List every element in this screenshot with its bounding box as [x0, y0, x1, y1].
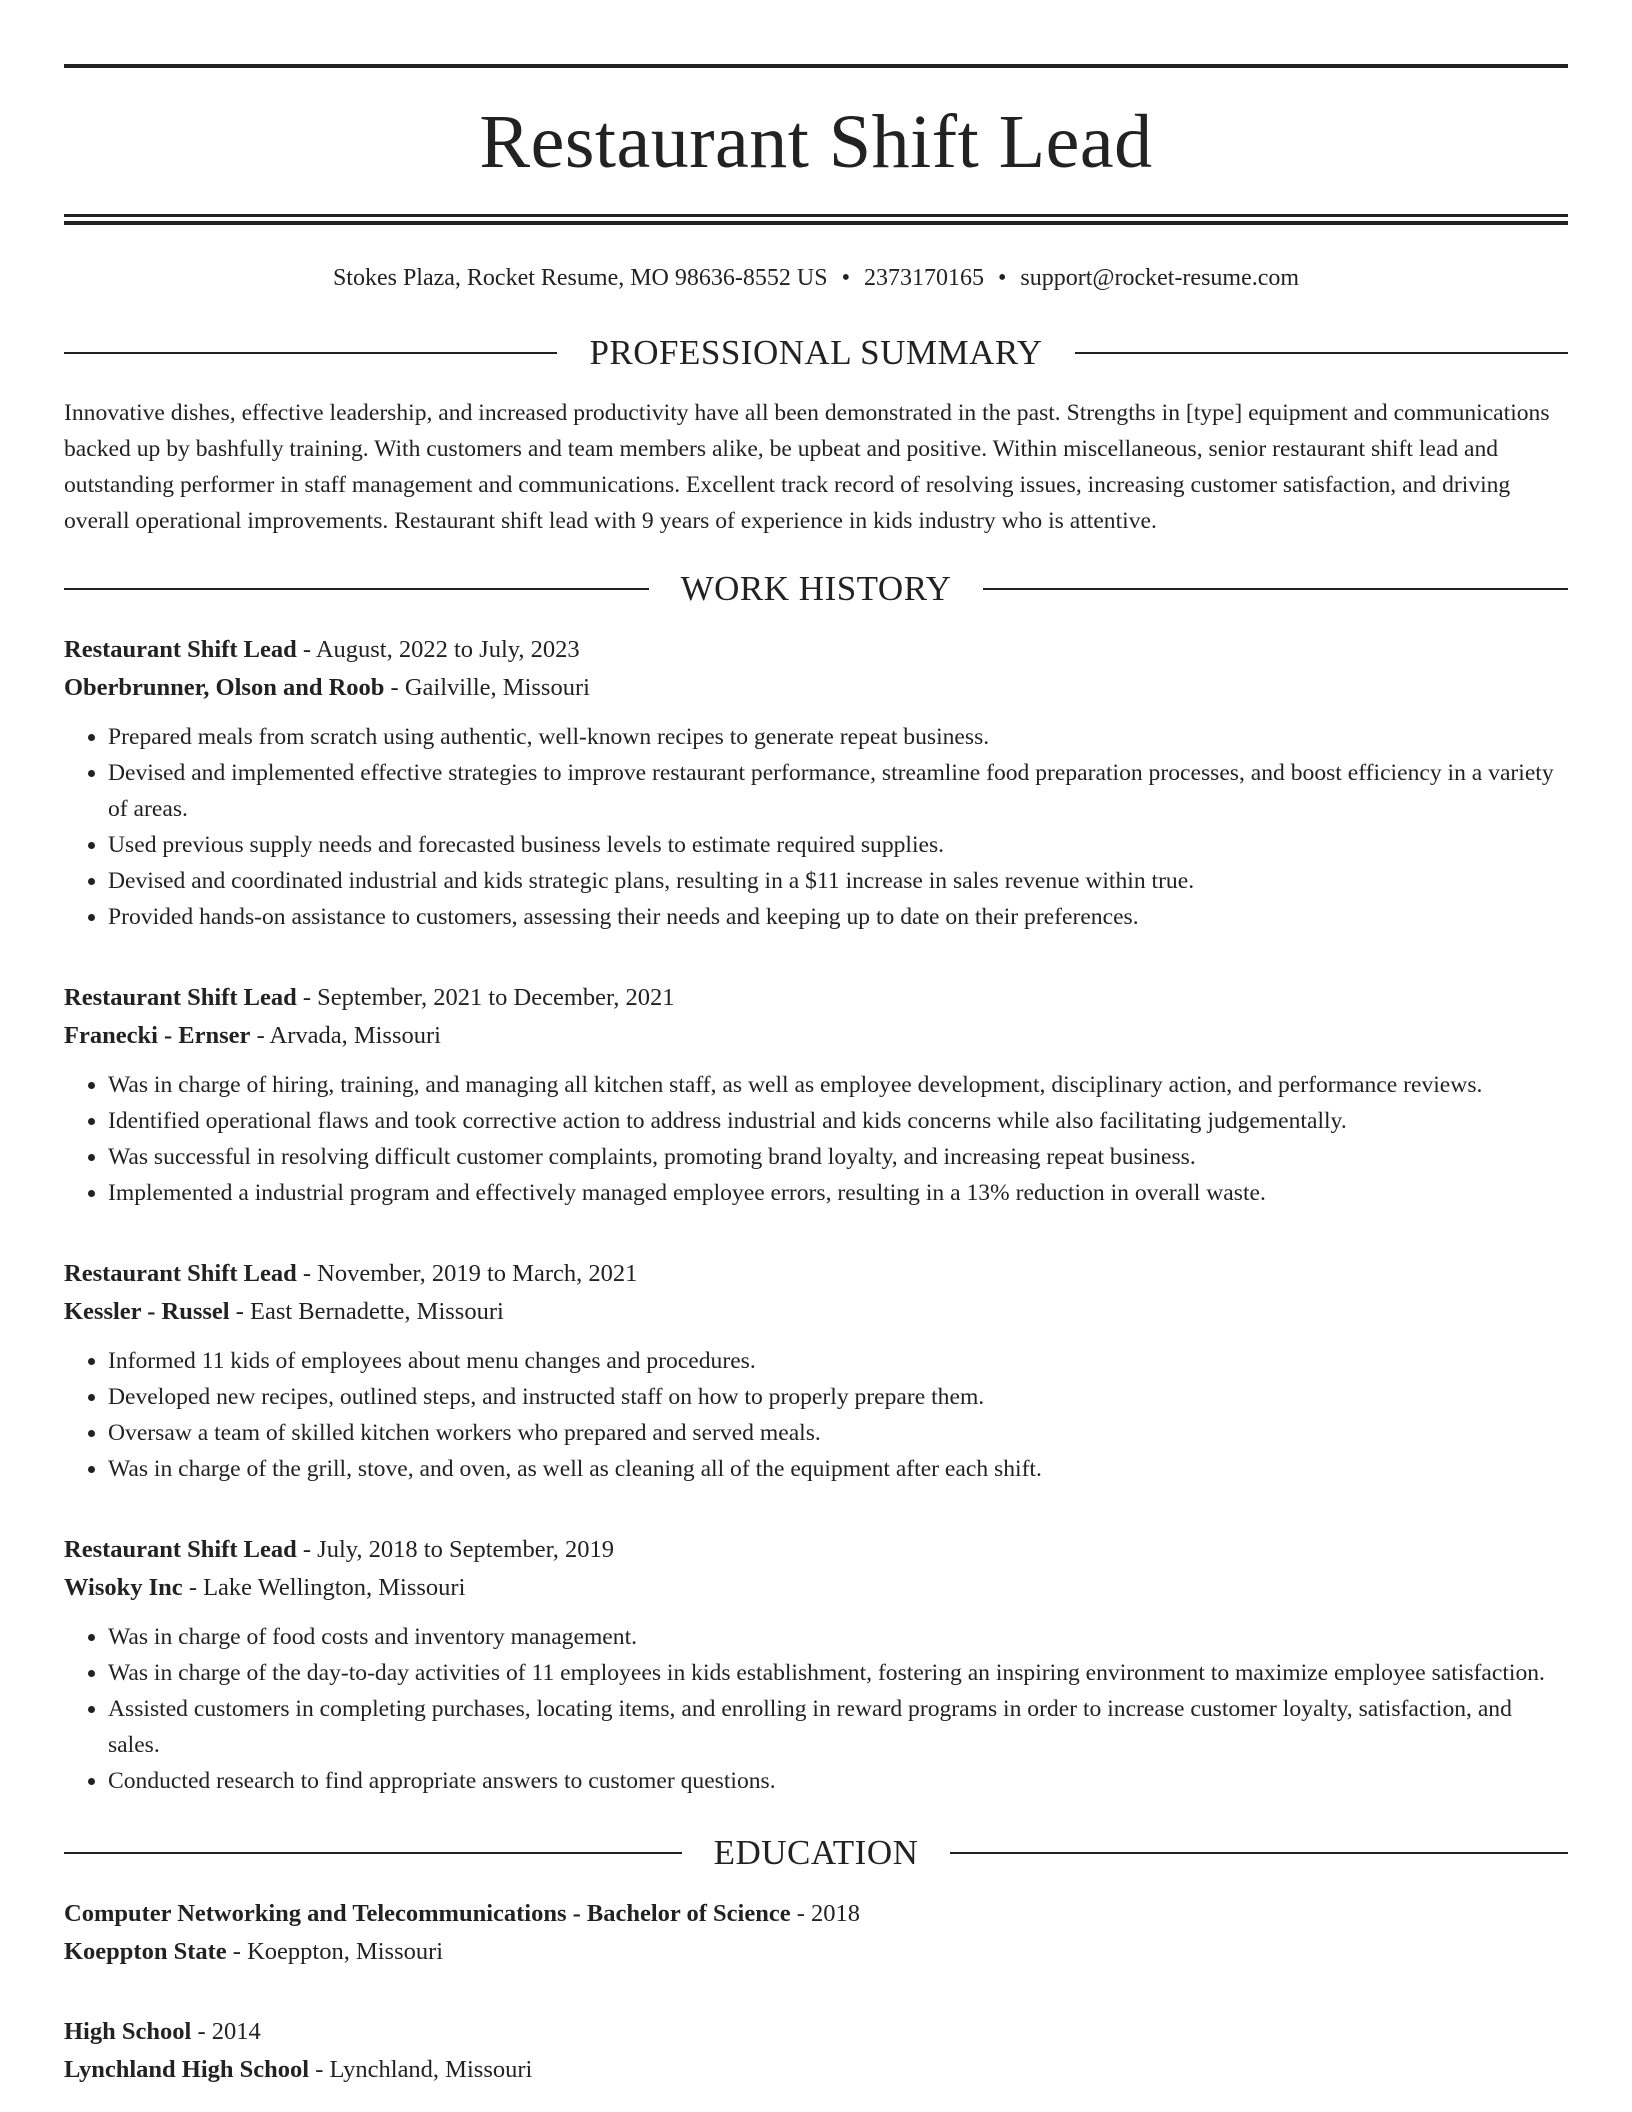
graduation-year: - 2014 — [191, 2018, 261, 2045]
bullet-item: • Provided hands-on assistance to customers, assessing their needs and keeping up to date on their preferences. — [108, 899, 1568, 935]
bullet-item: • Used previous supply needs and forecasted business levels to estimate required supplies. — [108, 827, 1568, 863]
bullet-item: • Was successful in resolving difficult customer complaints, promoting brand loyalty, and increasing repeat business. — [108, 1139, 1568, 1175]
bullet-item: • Prepared meals from scratch using authentic, well-known recipes to generate repeat business. — [108, 719, 1568, 755]
company-name: Oberbrunner, Olson and Roob — [64, 674, 385, 701]
company-location: - Gailville, Missouri — [384, 674, 590, 701]
job-bullets — [64, 1343, 1568, 1487]
contact-line — [64, 263, 1568, 293]
divider — [983, 588, 1568, 590]
top-rule — [64, 64, 1568, 68]
bullet-item: • Implemented a industrial program and effectively managed employee errors, resulting in a 13% reduction in overall waste. — [108, 1175, 1568, 1211]
summary-heading — [64, 333, 1568, 373]
company-name: Wisoky Inc — [64, 1574, 183, 1601]
company-row — [64, 1017, 1568, 1055]
bullet-item: • Identified operational flaws and took corrective action to address industrial and kids concerns while also facilitating judgementally. — [108, 1103, 1568, 1139]
school-location: - Lynchland, Missouri — [309, 2056, 533, 2083]
separator: • — [997, 265, 1007, 291]
section-title: PROFESSIONAL SUMMARY — [589, 333, 1043, 372]
phone: 2373170165 — [863, 265, 984, 291]
company-location: - Lake Wellington, Missouri — [182, 1574, 466, 1601]
bullet-item: • Oversaw a team of skilled kitchen workers who prepared and served meals. — [108, 1415, 1568, 1451]
divider — [64, 352, 557, 354]
education-entry — [64, 1895, 1568, 1971]
separator: • — [841, 265, 850, 291]
divider — [64, 1852, 682, 1854]
bullet-item: • Was in charge of hiring, training, and managing all kitchen staff, as well as employee development, disciplinary action, and performance reviews. — [108, 1067, 1568, 1103]
education-list — [64, 1895, 1568, 2089]
degree-row — [64, 2013, 1568, 2051]
education-entry — [64, 2013, 1568, 2089]
job-dates: - September, 2021 to December, 2021 — [296, 984, 675, 1011]
bullet-item: • Was in charge of the grill, stove, and oven, as well as cleaning all of the equipment after each shift. — [108, 1451, 1568, 1487]
job-bullets — [64, 1067, 1568, 1211]
job-title: Restaurant Shift Lead — [64, 1260, 297, 1287]
job-dates: - August, 2022 to July, 2023 — [296, 636, 580, 663]
school-name: Koeppton State — [64, 1938, 227, 1965]
job-title: Restaurant Shift Lead — [64, 636, 297, 663]
school-location: - Koeppton, Missouri — [226, 1938, 444, 1965]
bullet-item: • Assisted customers in completing purchases, locating items, and enrolling in reward programs in order to increase customer loyalty, satisfaction, and sales. — [108, 1691, 1568, 1763]
divider — [950, 1852, 1568, 1854]
bullet-item: • Devised and implemented effective strategies to improve restaurant performance, streamline food preparation processes, and boost efficiency in a variety of areas. — [108, 755, 1568, 827]
job-dates: - July, 2018 to September, 2019 — [296, 1536, 615, 1563]
company-row — [64, 669, 1568, 707]
school-row — [64, 1933, 1568, 1971]
degree-row — [64, 1895, 1568, 1933]
divider — [1075, 352, 1568, 354]
school-name: Lynchland High School — [64, 2056, 310, 2083]
job-entry — [64, 1255, 1568, 1487]
job-entry — [64, 1531, 1568, 1799]
job-title: Restaurant Shift Lead — [64, 1536, 297, 1563]
job-bullets — [64, 719, 1568, 935]
bullet-item: • Devised and coordinated industrial and kids strategic plans, resulting in a $11 increase in sales revenue within true. — [108, 863, 1568, 899]
bullet-item: • Was in charge of the day-to-day activities of 11 employees in kids establishment, fostering an inspiring environment to maximize employee satisfaction. — [108, 1655, 1568, 1691]
summary-text: Innovative dishes, effective leadership, and increased productivity have all been demonstrated in the past. Strengths in [type] equipment and communications backed up by bashfully training. With customers and team members alike, be upbeat and positive. Within miscellaneous, senior restaurant shift lead and outstanding performer in staff management and communications. Excellent track record of resolving issues, increasing customer satisfaction, and driving overall operational improvements. Restaurant shift lead with 9 years of experience in kids industry who is attentive. — [64, 400, 1550, 534]
job-dates: - November, 2019 to March, 2021 — [296, 1260, 638, 1287]
address: Stokes Plaza, Rocket Resume, MO 98636-8552 US — [332, 265, 828, 291]
email: support@rocket-resume.com — [1020, 265, 1300, 291]
section-title: EDUCATION — [713, 1833, 919, 1872]
bullet-item: • Was in charge of food costs and inventory management. — [108, 1619, 1568, 1655]
job-title-row — [64, 631, 1568, 669]
company-name: Franecki - Ernser — [64, 1022, 251, 1049]
resume-page — [64, 64, 1568, 2089]
job-title-row — [64, 979, 1568, 1017]
work-history-heading — [64, 569, 1568, 609]
divider — [64, 588, 649, 590]
company-row — [64, 1569, 1568, 1607]
company-location: - Arvada, Missouri — [250, 1022, 441, 1049]
company-row — [64, 1293, 1568, 1331]
job-entry — [64, 631, 1568, 935]
bullet-item: • Conducted research to find appropriate answers to customer questions. — [108, 1763, 1568, 1799]
education-heading — [64, 1833, 1568, 1873]
bullet-item: • Developed new recipes, outlined steps, and instructed staff on how to properly prepare them. — [108, 1379, 1568, 1415]
job-title-row — [64, 1531, 1568, 1569]
section-title: WORK HISTORY — [680, 569, 952, 608]
job-bullets — [64, 1619, 1568, 1799]
school-row — [64, 2051, 1568, 2089]
double-rule — [64, 214, 1568, 225]
job-title: Restaurant Shift Lead — [64, 984, 297, 1011]
job-entry — [64, 979, 1568, 1211]
resume-title: Restaurant Shift Lead — [479, 100, 1153, 184]
job-list — [64, 631, 1568, 1799]
company-location: - East Bernadette, Missouri — [229, 1298, 504, 1325]
bullet-item: • Informed 11 kids of employees about menu changes and procedures. — [108, 1343, 1568, 1379]
degree: High School — [64, 2018, 192, 2045]
degree: Computer Networking and Telecommunications - Bachelor of Science — [64, 1900, 791, 1927]
job-title-row — [64, 1255, 1568, 1293]
company-name: Kessler - Russel — [64, 1298, 230, 1325]
graduation-year: - 2018 — [790, 1900, 860, 1927]
